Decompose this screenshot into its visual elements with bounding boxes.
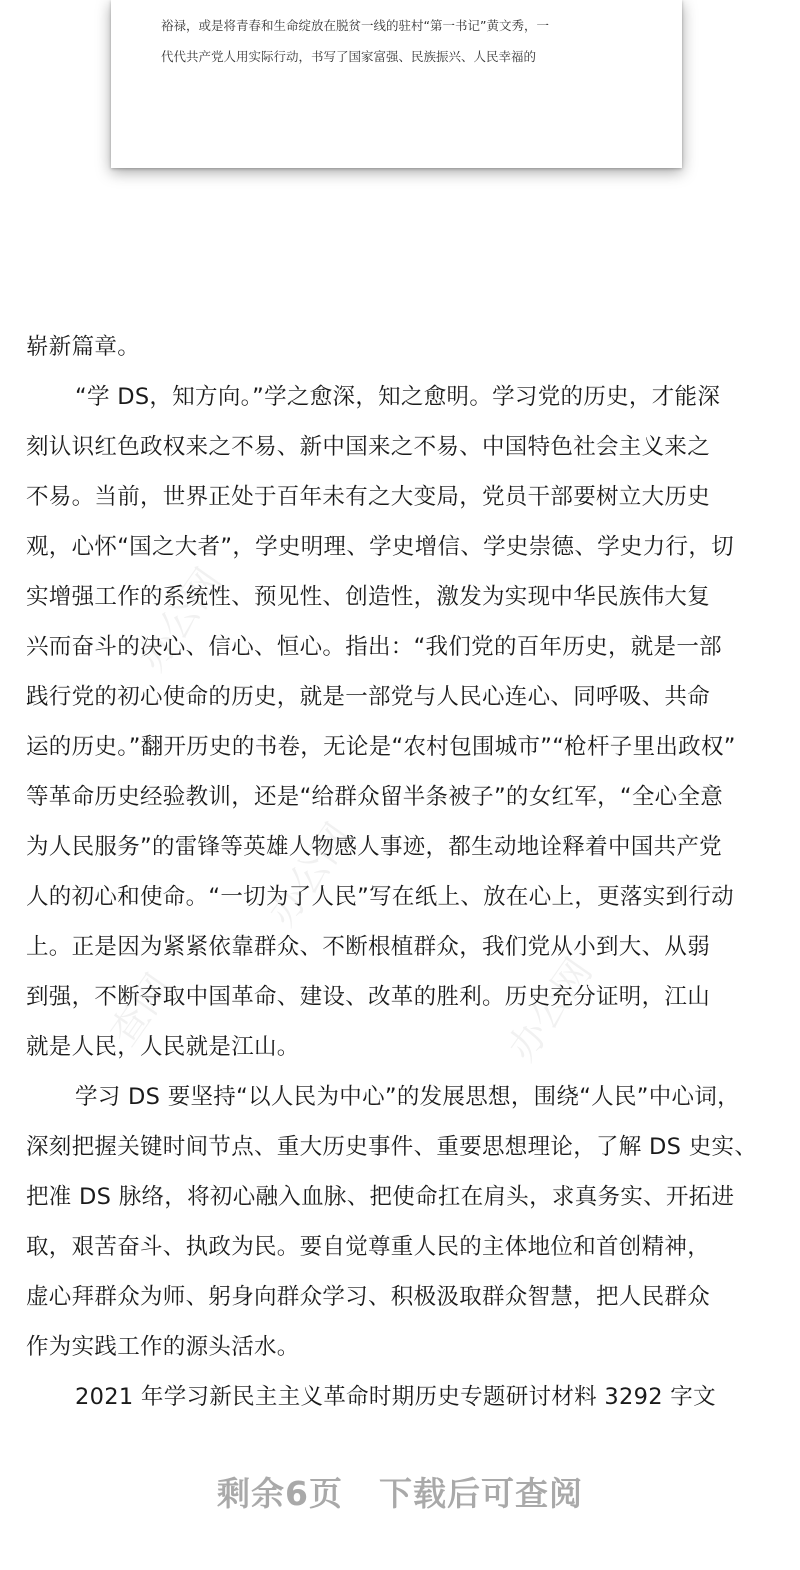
doc-line: 等革命历史经验教训，还是“给群众留半条被子”的女红军，“全心全意 — [26, 784, 724, 810]
doc-line: 践行党的初心使命的历史，就是一部党与人民心连心、同呼吸、共命 — [26, 684, 711, 710]
doc-line: 观，心怀“国之大者”，学史明理、学史增信、学史崇德、学史力行，切 — [26, 534, 734, 560]
doc-line: 兴而奋斗的决心、信心、恒心。指出：“我们党的百年历史，就是一部 — [26, 634, 722, 660]
doc-line: 把准 DS 脉络，将初心融入血脉、把使命扛在肩头，求真务实、开拓进 — [26, 1184, 735, 1210]
doc-line: “学 DS，知方向。”学之愈深，知之愈明。学习党的历史，才能深 — [75, 384, 721, 410]
doc-line: 就是人民，人民就是江山。 — [26, 1034, 300, 1060]
document-body — [26, 322, 776, 1422]
doc-line: 运的历史。”翻开历史的书卷，无论是“农村包围城市”“枪杆子里出政权” — [26, 734, 736, 760]
doc-line: 实增强工作的系统性、预见性、创造性，激发为实现中华民族伟大复 — [26, 584, 711, 610]
doc-line: 刻认识红色政权来之不易、新中国来之不易、中国特色社会主义来之 — [26, 434, 711, 460]
remaining-pages-label: 剩余6页 — [217, 1474, 343, 1513]
doc-line: 到强，不断夺取中国革命、建设、改革的胜利。历史充分证明，江山 — [26, 984, 711, 1010]
doc-line: 上。正是因为紧紧依靠群众、不断根植群众，我们党从小到大、从弱 — [26, 934, 711, 960]
watermark: 办公网 — [259, 815, 361, 934]
doc-line: 不易。当前，世界正处于百年未有之大变局，党员干部要树立大历史 — [26, 484, 711, 510]
doc-line: 崭新篇章。 — [26, 334, 141, 360]
watermark: 办公网 — [499, 950, 601, 1069]
doc-line: 虚心拜群众为师、躬身向群众学习、积极汲取群众智慧，把人民群众 — [26, 1284, 711, 1310]
doc-line: 2021 年学习新民主主义革命时期历史专题研讨材料 3292 字文 — [75, 1384, 716, 1410]
watermark: 办公网 — [129, 560, 231, 679]
doc-line: 为人民服务”的雷锋等英雄人物感人事迹，都生动地诠释着中国共产党 — [26, 834, 722, 860]
doc-line: 作为实践工作的源头活水。 — [26, 1334, 300, 1360]
previous-page-preview — [111, 0, 682, 168]
doc-line: 深刻把握关键时间节点、重大历史事件、重要思想理论，了解 DS 史实、 — [26, 1134, 758, 1160]
doc-line: 取，艰苦奋斗、执政为民。要自觉尊重人民的主体地位和首创精神， — [26, 1234, 711, 1260]
preview-line: 代代共产党人用实际行动，书写了国家富强、民族振兴、人民幸福的 — [161, 49, 537, 64]
download-to-read-banner[interactable] — [0, 1468, 800, 1515]
watermark: 查网 — [101, 965, 181, 1054]
doc-line: 学习 DS 要坚持“以人民为中心”的发展思想，围绕“人民”中心词， — [75, 1084, 740, 1110]
preview-line: 裕禄，或是将青春和生命绽放在脱贫一线的驻村“第一书记”黄文秀，一 — [161, 18, 549, 33]
download-hint-label: 下载后可查阅 — [378, 1474, 583, 1513]
doc-line: 人的初心和使命。“一切为了人民”写在纸上、放在心上，更落实到行动 — [26, 884, 734, 910]
